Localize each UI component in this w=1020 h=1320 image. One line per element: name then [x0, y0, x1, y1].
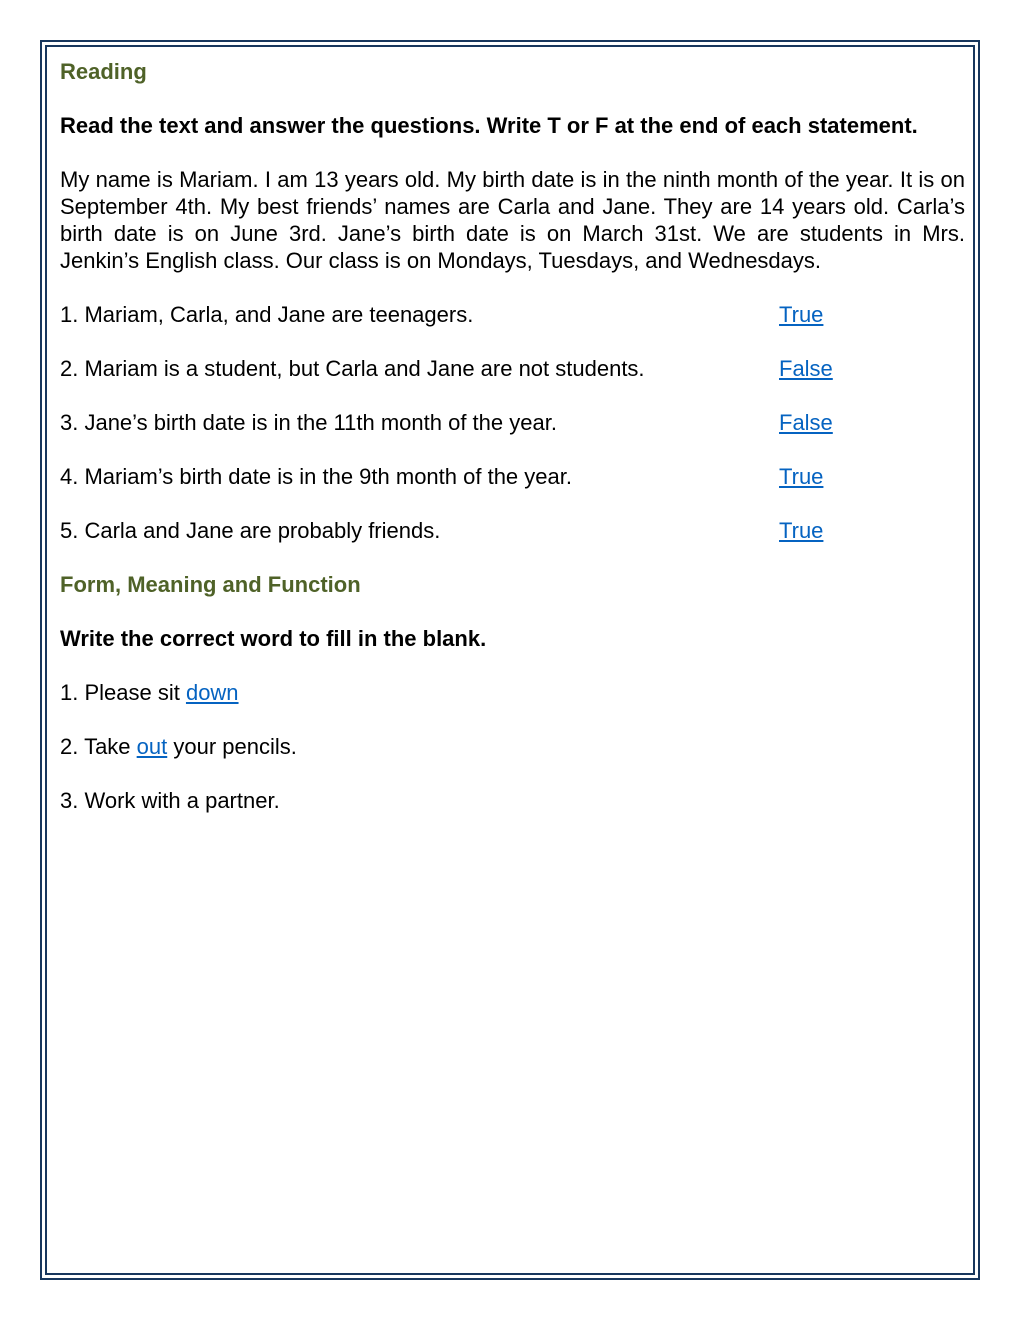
tf-statement-row: [60, 355, 965, 382]
fill-blank-answer-link[interactable]: down: [185, 680, 239, 705]
tf-answer-link[interactable]: False: [779, 356, 833, 381]
tf-answer-link[interactable]: True: [779, 464, 824, 489]
tf-statement-row: [60, 301, 965, 328]
fill-blank-text-after: your pencils.: [167, 734, 297, 759]
form-meaning-function-heading: Form, Meaning and Function: [60, 572, 361, 597]
tf-statement-text: 3. Jane’s birth date is in the 11th month of the year.: [60, 410, 557, 435]
reading-instruction: Read the text and answer the questions. Write T or F at the end of each statement.: [60, 113, 918, 138]
tf-answer-link[interactable]: False: [779, 410, 833, 435]
fill-blank-text-before: 1. Please sit: [60, 680, 186, 705]
reading-heading: Reading: [60, 59, 147, 84]
fill-blank-item: [60, 733, 965, 760]
fill-blank-text-before: 2. Take: [60, 734, 137, 759]
tf-statement-text: 5. Carla and Jane are probably friends.: [60, 518, 441, 543]
fill-blank-item: [60, 787, 965, 814]
form-instruction: Write the correct word to fill in the blank.: [60, 626, 487, 651]
tf-statement-text: 4. Mariam’s birth date is in the 9th month of the year.: [60, 464, 572, 489]
tf-statement-text: 1. Mariam, Carla, and Jane are teenagers.: [60, 302, 474, 327]
worksheet-content: [60, 58, 965, 814]
fill-blank-answer-link[interactable]: out: [136, 734, 168, 759]
tf-answer-link[interactable]: True: [779, 518, 824, 543]
tf-answer-link[interactable]: True: [779, 302, 824, 327]
tf-statement-row: [60, 409, 965, 436]
tf-statement-row: [60, 517, 965, 544]
reading-passage: My name is Mariam. I am 13 years old. My birth date is in the ninth month of the year. It is on September 4th. My best friends’ names are Carla and Jane. They are 14 years old. Carla’s birth date is on June 3rd. Jane’s birth date is on March 31st. We are students in Mrs. Jenkin’s English class. Our class is on Mondays, Tuesdays, and Wednesdays.: [60, 167, 965, 273]
fill-blank-item: [60, 679, 965, 706]
tf-statement-text: 2. Mariam is a student, but Carla and Jane are not students.: [60, 356, 645, 381]
tf-statement-row: [60, 463, 965, 490]
fill-blank-text-before: 3. Work with a partner.: [60, 788, 280, 813]
